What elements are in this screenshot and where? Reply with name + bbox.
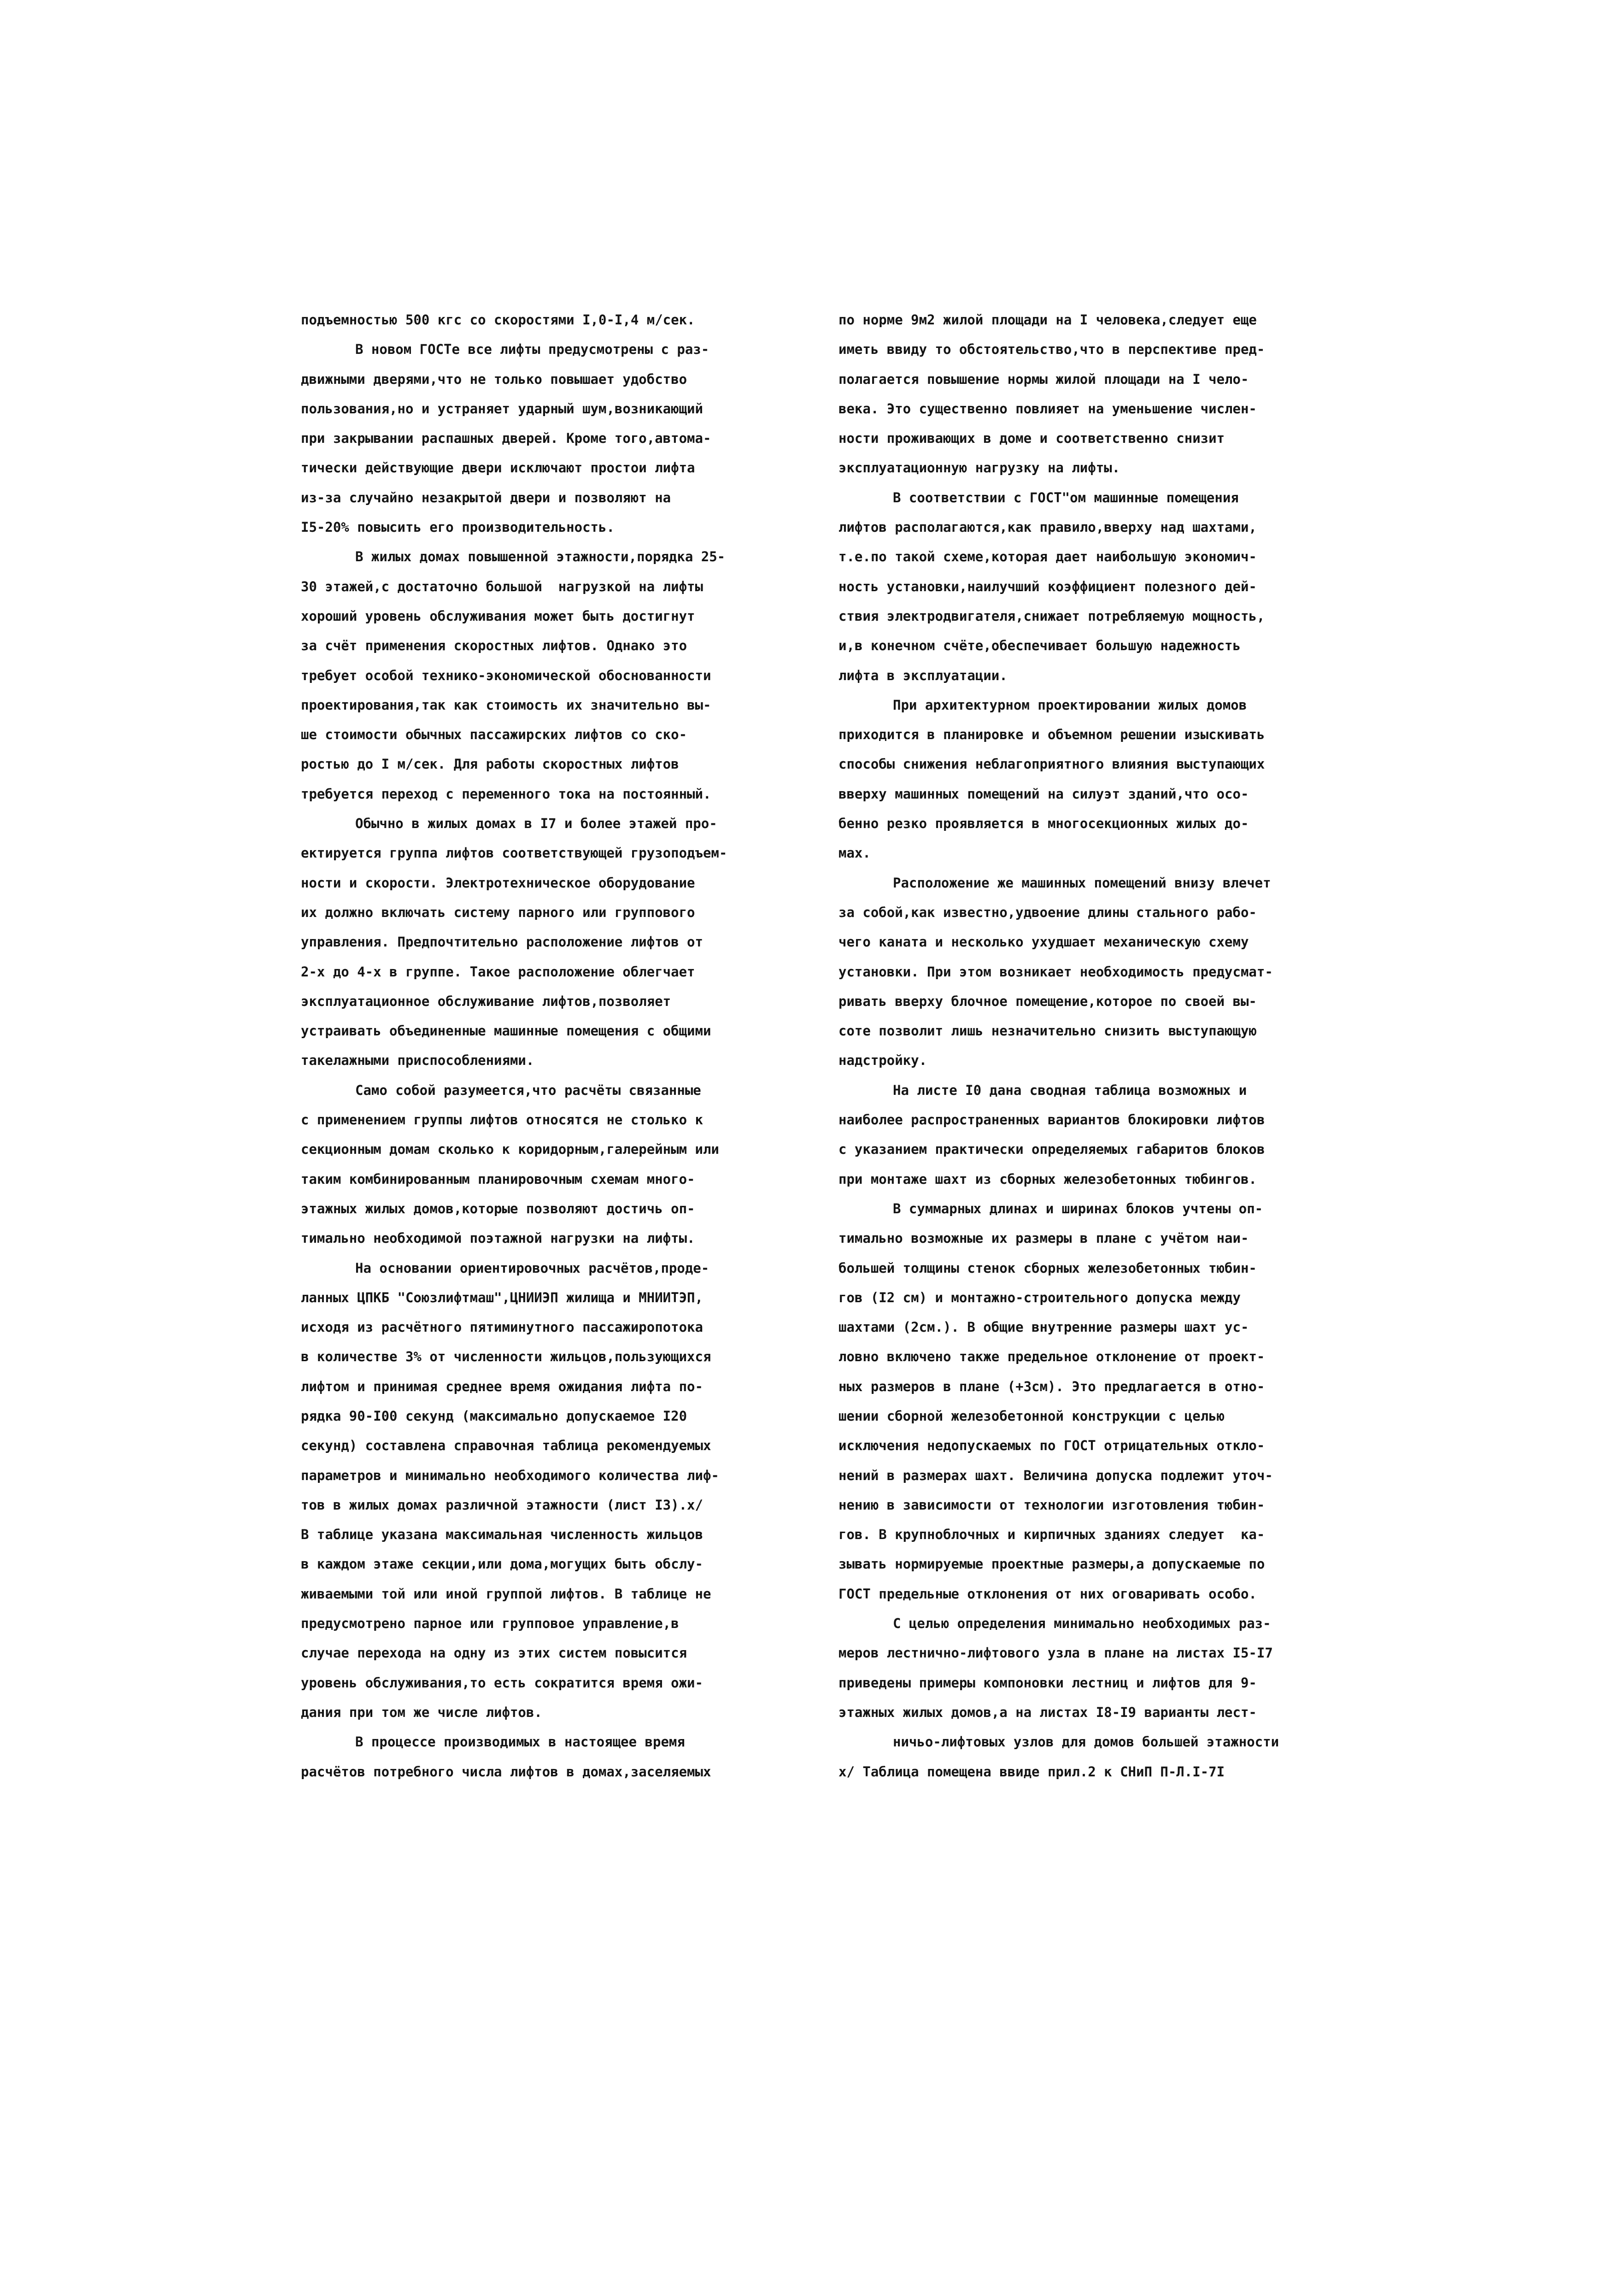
right-column-line: x/ Таблица помещена ввиде прил.2 к СНиП П-Л.I-7I — [838, 1763, 1225, 1780]
left-column-line: рядка 90-I00 секунд (максимально допускаемое I20 — [301, 1408, 687, 1424]
right-column-line: большей толщины стенок сборных железобетонных тюбин- — [838, 1260, 1257, 1276]
right-column-line: при монтаже шахт из сборных железобетонных тюбингов. — [838, 1171, 1257, 1187]
left-column-line: тов в жилых домах различной этажности (лист I3).x/ — [301, 1497, 703, 1513]
right-column-line: ничьо-лифтовых узлов для домов большей этажности — [893, 1734, 1279, 1750]
left-column-line: этажных жилых домов,которые позволяют достичь оп- — [301, 1200, 695, 1217]
right-column-line: С целью определения минимально необходимых раз- — [893, 1616, 1271, 1632]
left-column-line: подъемностью 500 кгс со скоростями I,0-I,4 м/сек. — [301, 312, 695, 328]
left-column-line: исходя из расчётного пятиминутного пассажиропотока — [301, 1319, 703, 1335]
right-text-column — [838, 305, 1279, 1787]
left-column-line: дания при том же числе лифтов. — [301, 1704, 542, 1720]
left-column-line: расчётов потребного числа лифтов в домах,заселяемых — [301, 1763, 711, 1780]
right-column-line: меров лестнично-лифтового узла в плане на листах I5-I7 — [838, 1645, 1273, 1661]
left-column-line: ше стоимости обычных пассажирских лифтов со ско- — [301, 727, 687, 743]
right-column-line: Расположение же машинных помещений внизу влечет — [893, 875, 1271, 891]
right-column-line: вверху машинных помещений на силуэт зданий,что осо- — [838, 786, 1249, 802]
left-column-line: ростью до I м/сек. Для работы скоростных лифтов — [301, 756, 679, 772]
right-column-line: приведены примеры компоновки лестниц и лифтов для 9- — [838, 1675, 1257, 1691]
left-text-column — [301, 305, 727, 1787]
left-column-line: тически действующие двери исключают простои лифта — [301, 460, 695, 476]
left-column-line: тимально необходимой поэтажной нагрузки на лифты. — [301, 1230, 695, 1246]
left-column-line: в количестве 3% от численности жильцов,пользующихся — [301, 1349, 711, 1365]
left-column-line: устраивать объединенные машинные помещения с общими — [301, 1023, 711, 1039]
left-column-line: I5-20% повысить его производительность. — [301, 519, 615, 535]
left-column-line: живаемыми той или иной группой лифтов. В таблице не — [301, 1586, 711, 1602]
left-column-line: ектируется группа лифтов соответствующей грузоподъем- — [301, 845, 727, 861]
right-column-line: наиболее распространенных вариантов блокировки лифтов — [838, 1112, 1265, 1128]
right-column-line: В соответствии с ГОСТ"ом машинные помещения — [893, 489, 1239, 505]
right-column-line: нению в зависимости от технологии изготовления тюбин- — [838, 1497, 1265, 1513]
right-column-line: гов (I2 см) и монтажно-строительного допуска между — [838, 1289, 1241, 1305]
right-column-line: эксплуатационную нагрузку на лифты. — [838, 460, 1120, 476]
left-column-line: лифтом и принимая среднее время ожидания лифта по- — [301, 1378, 703, 1394]
right-column-line: бенно резко проявляется в многосекционных жилых до- — [838, 816, 1249, 832]
left-column-line: предусмотрено парное или групповое управление,в — [301, 1616, 679, 1632]
left-column-line: В жилых домах повышенной этажности,порядка 25- — [355, 549, 726, 565]
right-column-line: мах. — [838, 845, 871, 861]
right-column-line: ных размеров в плане (+3см). Это предлагается в отно- — [838, 1378, 1265, 1394]
left-column-line: Само собой разумеется,что расчёты связанные — [355, 1082, 701, 1098]
left-column-line: Обычно в жилых домах в I7 и более этажей про- — [355, 816, 717, 832]
left-column-line: из-за случайно незакрытой двери и позволяют на — [301, 489, 671, 505]
right-column-line: нений в размерах шахт. Величина допуска подлежит уточ- — [838, 1467, 1273, 1483]
left-column-line: при закрывании распашных дверей. Кроме того,автома- — [301, 430, 711, 447]
right-column-line: зывать нормируемые проектные размеры,а допускаемые по — [838, 1556, 1265, 1572]
right-column-line: ГОСТ предельные отклонения от них оговаривать особо. — [838, 1586, 1257, 1602]
left-column-line: 30 этажей,с достаточно большой нагрузкой на лифты — [301, 578, 703, 594]
right-column-line: иметь ввиду то обстоятельство,что в перспективе пред- — [838, 341, 1265, 358]
left-column-line: секционным домам сколько к коридорным,галерейным или — [301, 1141, 719, 1158]
left-column-line: движными дверями,что не только повышает удобство — [301, 371, 687, 387]
left-column-line: эксплуатационное обслуживание лифтов,позволяет — [301, 993, 671, 1009]
left-column-line: требует особой технико-экономической обоснованности — [301, 667, 711, 683]
right-column-line: чего каната и несколько ухудшает механическую схему — [838, 934, 1249, 950]
left-column-line: В новом ГОСТе все лифты предусмотрены с раз- — [355, 341, 709, 358]
left-column-line: с применением группы лифтов относятся не столько к — [301, 1112, 703, 1128]
right-column-line: полагается повышение нормы жилой площади на I чело- — [838, 371, 1249, 387]
right-column-line: и,в конечном счёте,обеспечивает большую надежность — [838, 638, 1241, 654]
right-column-line: тимально возможные их размеры в плане с учётом наи- — [838, 1230, 1249, 1246]
right-column-line: установки. При этом возникает необходимость предусмат- — [838, 964, 1273, 980]
left-column-line: хороший уровень обслуживания может быть достигнут — [301, 608, 695, 624]
right-column-line: лифтов располагаются,как правило,вверху над шахтами, — [838, 519, 1257, 535]
right-column-line: шахтами (2см.). В общие внутренние размеры шахт ус- — [838, 1319, 1249, 1335]
right-column-line: надстройку. — [838, 1052, 927, 1069]
right-column-line: за собой,как известно,удвоение длины стального рабо- — [838, 904, 1257, 920]
left-column-line: 2-х до 4-х в группе. Такое расположение облегчает — [301, 964, 695, 980]
left-column-line: их должно включать систему парного или группового — [301, 904, 695, 920]
left-column-line: параметров и минимально необходимого количества лиф- — [301, 1467, 719, 1483]
right-column-line: На листе I0 дана сводная таблица возможных и — [893, 1082, 1247, 1098]
left-column-line: случае перехода на одну из этих систем повысится — [301, 1645, 687, 1661]
left-column-line: секунд) составлена справочная таблица рекомендуемых — [301, 1438, 711, 1454]
left-column-line: проектирования,так как стоимость их значительно вы- — [301, 697, 711, 713]
right-column-line: В суммарных длинах и ширинах блоков учтены оп- — [893, 1200, 1263, 1217]
right-column-line: этажных жилых домов,а на листах I8-I9 варианты лест- — [838, 1704, 1257, 1720]
left-column-line: ланных ЦПКБ "Союзлифтмаш",ЦНИИЭП жилища и МНИИТЭП, — [301, 1289, 703, 1305]
right-column-line: лифта в эксплуатации. — [838, 667, 1008, 683]
right-column-line: ности проживающих в доме и соответственно снизит — [838, 430, 1225, 447]
left-column-line: за счёт применения скоростных лифтов. Однако это — [301, 638, 687, 654]
left-column-line: ности и скорости. Электротехническое оборудование — [301, 875, 695, 891]
right-column-line: исключения недопускаемых по ГОСТ отрицательных откло- — [838, 1438, 1265, 1454]
left-column-line: требуется переход с переменного тока на постоянный. — [301, 786, 711, 802]
right-column-line: гов. В крупноблочных и кирпичных зданиях следует ка- — [838, 1527, 1265, 1543]
right-column-line: ность установки,наилучший коэффициент полезного дей- — [838, 578, 1257, 594]
left-column-line: На основании ориентировочных расчётов,проде- — [355, 1260, 709, 1276]
right-column-line: по норме 9м2 жилой площади на I человека,следует еще — [838, 312, 1257, 328]
right-column-line: При архитектурном проектировании жилых домов — [893, 697, 1247, 713]
right-column-line: приходится в планировке и объемном решении изыскивать — [838, 727, 1265, 743]
right-column-line: соте позволит лишь незначительно снизить выступающую — [838, 1023, 1257, 1039]
left-column-line: в каждом этаже секции,или дома,могущих быть обслу- — [301, 1556, 703, 1572]
right-column-line: ривать вверху блочное помещение,которое по своей вы- — [838, 993, 1257, 1009]
left-column-line: В процессе производимых в настоящее время — [355, 1734, 685, 1750]
right-column-line: века. Это существенно повлияет на уменьшение числен- — [838, 400, 1257, 417]
left-column-line: таким комбинированным планировочным схемам много- — [301, 1171, 695, 1187]
right-column-line: т.е.по такой схеме,которая дает наибольшую экономич- — [838, 549, 1257, 565]
left-column-line: пользования,но и устраняет ударный шум,возникающий — [301, 400, 703, 417]
right-column-line: ствия электродвигателя,снижает потребляемую мощность, — [838, 608, 1265, 624]
right-column-line: с указанием практически определяемых габаритов блоков — [838, 1141, 1265, 1158]
left-column-line: В таблице указана максимальная численность жильцов — [301, 1527, 703, 1543]
left-column-line: уровень обслуживания,то есть сократится время ожи- — [301, 1675, 703, 1691]
right-column-line: способы снижения неблагоприятного влияния выступающих — [838, 756, 1265, 772]
right-column-line: ловно включено также предельное отклонение от проект- — [838, 1349, 1265, 1365]
right-column-line: шении сборной железобетонной конструкции с целью — [838, 1408, 1225, 1424]
left-column-line: такелажными приспособлениями. — [301, 1052, 534, 1069]
left-column-line: управления. Предпочтительно расположение лифтов от — [301, 934, 703, 950]
